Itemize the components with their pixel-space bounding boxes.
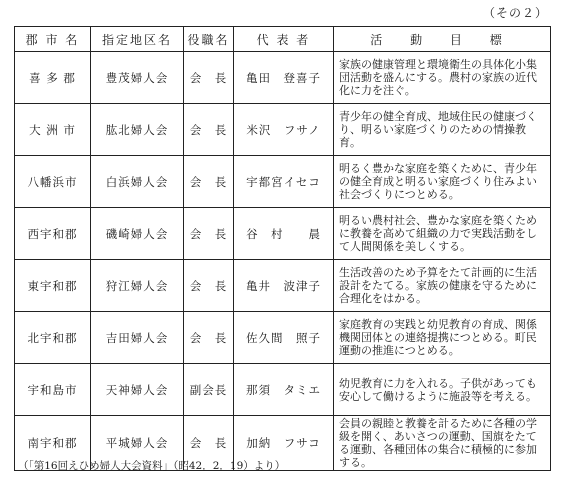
cell-role: 会 長 (184, 104, 234, 156)
cell-district: 豊茂婦人会 (91, 52, 184, 104)
header-activity: 活 動 目 標 (334, 27, 551, 52)
header-role: 役職名 (184, 27, 234, 52)
cell-representative: 谷 村 晨 (234, 208, 334, 260)
table-header (15, 27, 551, 52)
table-row (15, 364, 551, 416)
table-row (15, 104, 551, 156)
cell-district: 吉田婦人会 (91, 312, 184, 364)
cell-role: 会 長 (184, 260, 234, 312)
cell-activity: 青少年の健全育成、地域住民の健康づくり、明るい家庭づくりのための情操教育。 (334, 104, 551, 156)
cell-county: 南宇和郡 (15, 416, 91, 471)
source-note: （「第16回えひめ婦人大会資料」（昭42．2．19）より） (18, 460, 286, 472)
table-row (15, 208, 551, 260)
cell-district: 狩江婦人会 (91, 260, 184, 312)
cell-role: 副会長 (184, 364, 234, 416)
header-row (15, 27, 551, 52)
cell-activity: 会員の親睦と教養を計るために各種の学級を開く、あいさつの運動、国旗をたてる運動、各種団体の集合に積極的に参加する。 (334, 416, 551, 471)
cell-county: 東宇和郡 (15, 260, 91, 312)
cell-county: 八幡浜市 (15, 156, 91, 208)
cell-role: 会 長 (184, 312, 234, 364)
cell-role: 会 長 (184, 416, 234, 471)
cell-representative: 那須 タミエ (234, 364, 334, 416)
cell-activity: 明るい農村社会、豊かな家庭を築くために教養を高めて組織の力で実践活動をして人間関係を美しくする。 (334, 208, 551, 260)
cell-representative: 亀井 波津子 (234, 260, 334, 312)
cell-representative: 亀田 登喜子 (234, 52, 334, 104)
cell-activity: 家庭教育の実践と幼児教育の育成、関係機関団体との連絡提携につとめる。町民運動の推進につとめる。 (334, 312, 551, 364)
cell-county: 大 洲 市 (15, 104, 91, 156)
cell-representative: 米沢 フサノ (234, 104, 334, 156)
cell-district: 肱北婦人会 (91, 104, 184, 156)
table-body (15, 52, 551, 471)
cell-activity: 家族の健康管理と環境衛生の具体化小集団活動を盛んにする。農村の家族の近代化に力を注ぐ。 (334, 52, 551, 104)
cell-district: 白浜婦人会 (91, 156, 184, 208)
cell-role: 会 長 (184, 208, 234, 260)
cell-county: 喜 多 郡 (15, 52, 91, 104)
header-representative: 代 表 者 (234, 27, 334, 52)
cell-representative: 佐久間 照子 (234, 312, 334, 364)
cell-activity: 幼児教育に力を入れる。子供があっても安心して働けるように施設等を考える。 (334, 364, 551, 416)
cell-activity: 生活改善のため予算をたて計画的に生活設計をたてる。家族の健康を守るために合理化をはかる。 (334, 260, 551, 312)
cell-county: 西宇和郡 (15, 208, 91, 260)
cell-county: 北宇和郡 (15, 312, 91, 364)
table-row (15, 312, 551, 364)
cell-district: 天神婦人会 (91, 364, 184, 416)
table-row (15, 156, 551, 208)
cell-representative: 宇都宮イセコ (234, 156, 334, 208)
table-row (15, 52, 551, 104)
cell-county: 宇和島市 (15, 364, 91, 416)
cell-activity: 明るく豊かな家庭を築くために、青少年の健全育成と明るい家庭づくり住みよい社会づくりにつとめる。 (334, 156, 551, 208)
cell-role: 会 長 (184, 52, 234, 104)
cell-representative: 加納 フサコ (234, 416, 334, 471)
page-label: （その２） (482, 6, 548, 20)
cell-district: 平城婦人会 (91, 416, 184, 471)
header-district: 指定地区名 (91, 27, 184, 52)
table-row (15, 260, 551, 312)
organizations-table (14, 26, 551, 471)
cell-role: 会 長 (184, 156, 234, 208)
cell-district: 磯崎婦人会 (91, 208, 184, 260)
header-county: 郡 市 名 (15, 27, 91, 52)
